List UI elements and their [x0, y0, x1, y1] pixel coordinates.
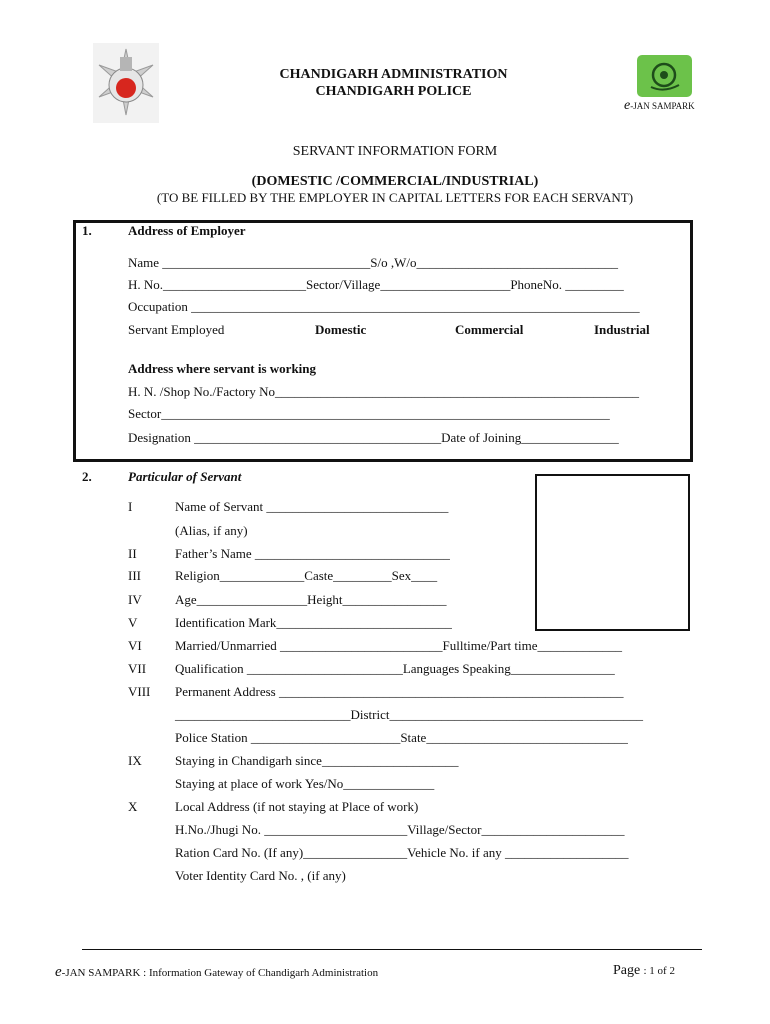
photo-box[interactable] — [535, 474, 690, 631]
servant-field[interactable]: Married/Unmarried _________________________Fulltime/Part time_____________ — [175, 638, 623, 653]
servant-field[interactable]: Father’s Name ______________________________ — [175, 546, 450, 561]
org-line-1: CHANDIGARH ADMINISTRATION — [279, 67, 508, 82]
servant-field[interactable]: Police Station _______________________State_______________________________ — [175, 730, 628, 745]
employer-hno-field[interactable]: H. No.______________________Sector/Village____________________PhoneNo. _________ — [128, 277, 624, 292]
form-subtitle: (DOMESTIC /COMMERCIAL/INDUSTRIAL) — [251, 174, 539, 189]
servant-field[interactable]: Identification Mark___________________________ — [175, 615, 452, 630]
item-number: VI — [128, 638, 142, 653]
work-address-heading: Address where servant is working — [128, 361, 317, 376]
item-number: X — [128, 799, 138, 814]
item-number: IV — [128, 592, 142, 607]
option-industrial[interactable]: Industrial — [594, 322, 650, 337]
item-number: III — [128, 568, 141, 583]
servant-field[interactable]: Permanent Address _____________________________________________________ — [175, 684, 624, 699]
footer-divider — [82, 949, 702, 950]
servant-field[interactable]: Local Address (if not staying at Place of work) — [175, 799, 419, 814]
org-line-2: CHANDIGARH POLICE — [315, 84, 472, 99]
servant-field[interactable]: Ration Card No. (If any)________________Vehicle No. if any ___________________ — [175, 845, 629, 860]
servant-field[interactable]: Staying in Chandigarh since_____________________ — [175, 753, 459, 768]
servant-field[interactable]: ___________________________District_______________________________________ — [175, 707, 643, 722]
form-instruction: (TO BE FILLED BY THE EMPLOYER IN CAPITAL LETTERS FOR EACH SERVANT) — [156, 190, 634, 205]
page-number: Page : 1 of 2 — [613, 963, 675, 978]
designation-field[interactable]: Designation ______________________________________Date of Joining_______________ — [128, 430, 619, 445]
servant-field[interactable]: Age_________________Height________________ — [175, 592, 447, 607]
item-number: VII — [128, 661, 147, 676]
employer-occupation-field[interactable]: Occupation _____________________________________________________________________ — [128, 299, 640, 314]
servant-field[interactable]: Name of Servant ____________________________ — [175, 499, 449, 514]
servant-field[interactable]: Staying at place of work Yes/No______________ — [175, 776, 435, 791]
servant-field[interactable]: H.No./Jhugi No. ______________________Village/Sector______________________ — [175, 822, 625, 837]
servant-field[interactable]: Religion_____________Caste_________Sex____ — [175, 568, 438, 583]
item-number: V — [128, 615, 138, 630]
servant-field[interactable]: Qualification ________________________Languages Speaking________________ — [175, 661, 615, 676]
shop-number-field[interactable]: H. N. /Shop No./Factory No________________________________________________________ — [128, 384, 639, 399]
section-2-heading: Particular of Servant — [128, 469, 242, 484]
employer-name-field[interactable]: Name ________________________________S/o ,W/o_______________________________ — [128, 255, 619, 270]
section-1-heading: Address of Employer — [128, 223, 246, 238]
form-title: SERVANT INFORMATION FORM — [292, 144, 498, 159]
servant-employed-label: Servant Employed — [128, 322, 225, 337]
item-number: IX — [128, 753, 142, 768]
servant-field[interactable]: (Alias, if any) — [175, 523, 248, 538]
option-domestic[interactable]: Domestic — [315, 322, 367, 337]
chandigarh-police-emblem-icon — [93, 43, 159, 123]
item-number: VIII — [128, 684, 151, 699]
option-commercial[interactable]: Commercial — [455, 322, 524, 337]
section-1-number: 1. — [82, 223, 92, 238]
item-number: II — [128, 546, 137, 561]
item-number: I — [128, 499, 133, 514]
section-2-number: 2. — [82, 469, 92, 484]
e-jan-sampark-label: e-JAN SAMPARK — [624, 98, 695, 113]
servant-field[interactable]: Voter Identity Card No. , (if any) — [175, 868, 346, 883]
footer-text: e-JAN SAMPARK : Information Gateway of Chandigarh Administration — [55, 964, 379, 980]
sector-field[interactable]: Sector_____________________________________________________________________ — [128, 406, 610, 421]
